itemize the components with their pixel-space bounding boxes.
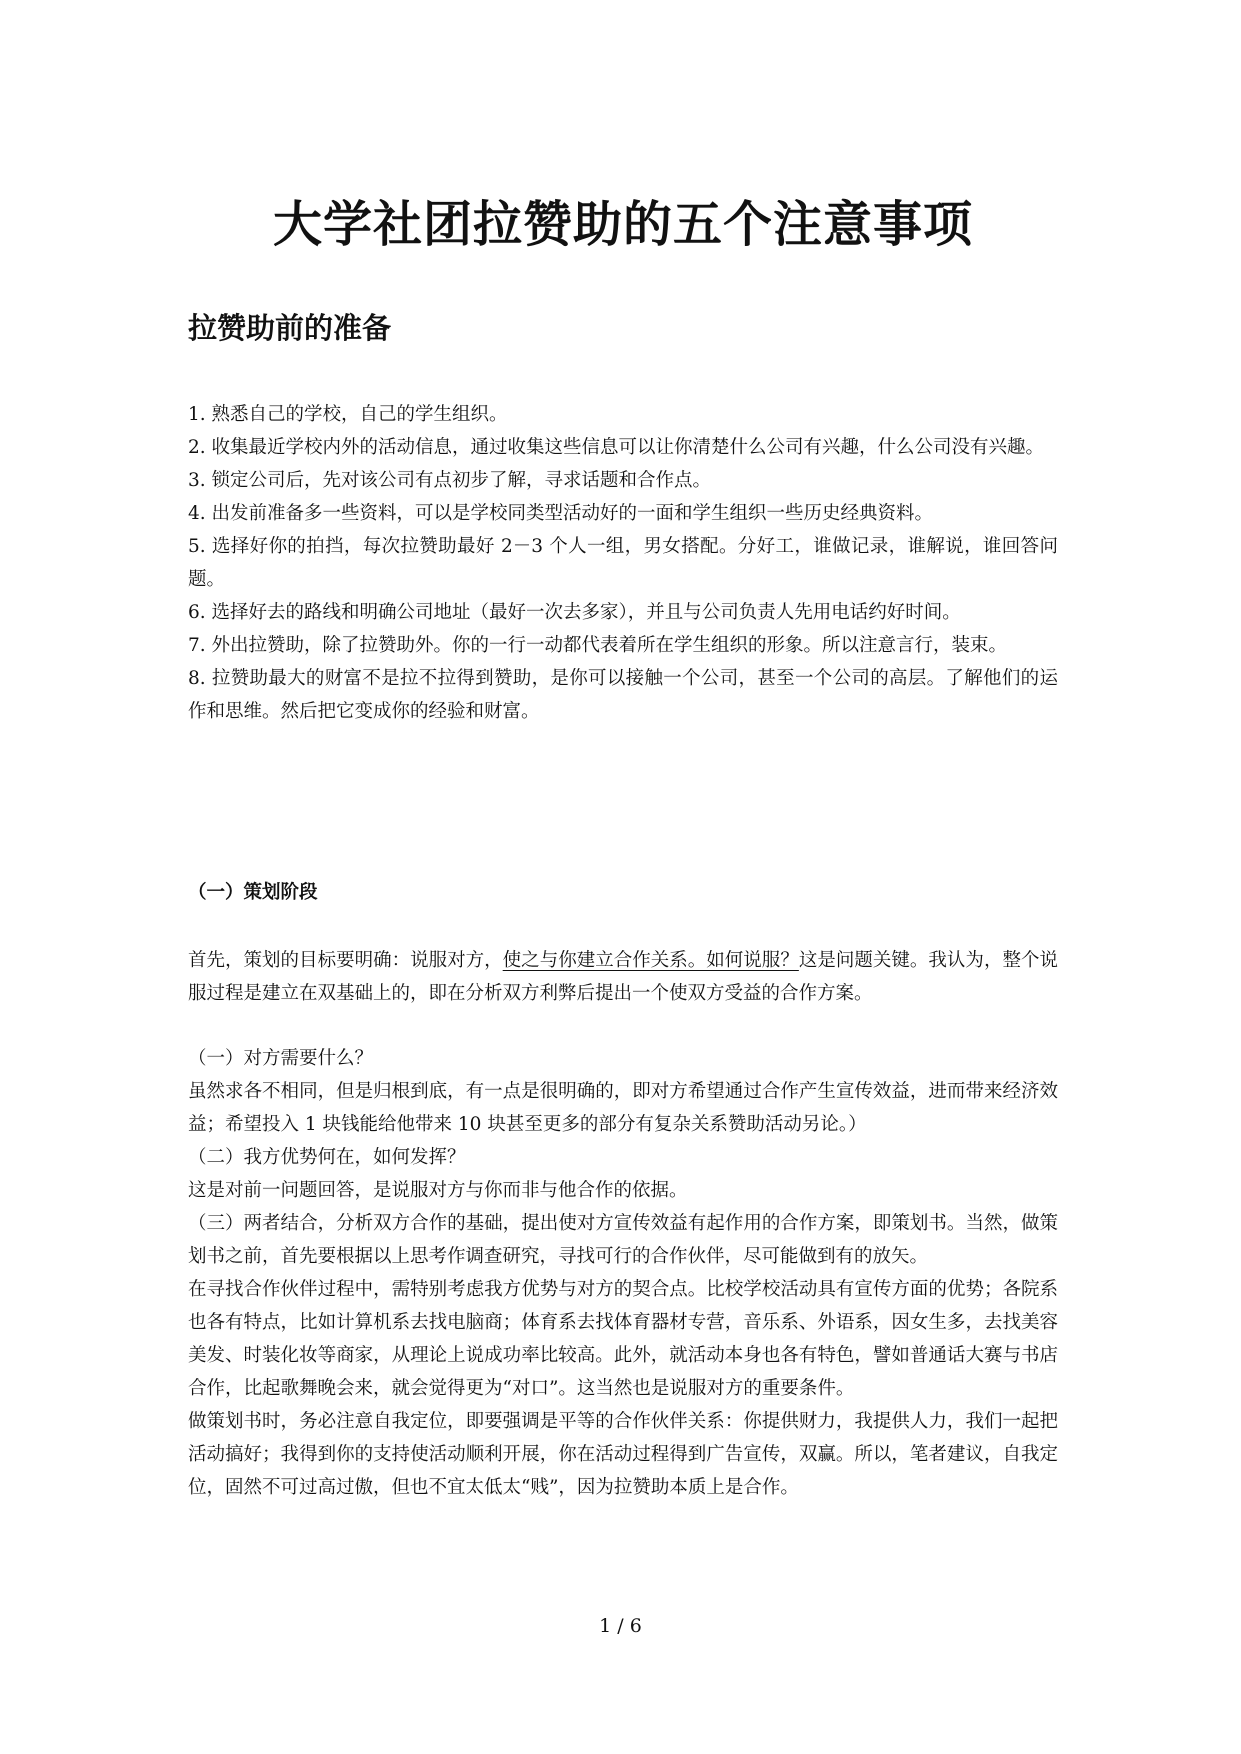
underlined-text: 使之与你建立合作关系。如何说服？: [502, 950, 799, 971]
section-heading-planning: （一）策划阶段: [188, 882, 318, 903]
partner-paragraph: 在寻找合作伙伴过程中，需特别考虑我方优势与对方的契合点。比校学校活动具有宣传方面的优势；各院系也各有特点，比如计算机系去找电脑商；体育系去找体育器材专营，音乐系、外语系，因女生多，去找美容美发、时装化妆等商家，从理论上说成功率比较高。此外，就活动本身也各有特色，譬如普通话大赛与书店合作，比起歌舞晚会来，就会觉得更为“对口”。这当然也是说服对方的重要条件。: [188, 1279, 1058, 1399]
list-item: 6. 选择好去的路线和明确公司地址（最好一次去多家），并且与公司负责人先用电话约好时间。: [188, 602, 961, 623]
list-item: 8. 拉赞助最大的财富不是拉不拉得到赞助，是你可以接触一个公司，甚至一个公司的高层。了解他们的运作和思维。然后把它变成你的经验和财富。: [188, 668, 1058, 722]
list-item: 4. 出发前准备多一些资料，可以是学校同类型活动好的一面和学生组织一些历史经典资料。: [188, 503, 934, 524]
spacer: [188, 1010, 1058, 1042]
section-heading-preparation: 拉赞助前的准备: [188, 311, 392, 345]
planning-section-body: [188, 944, 1058, 1504]
plan-paragraph: 做策划书时，务必注意自我定位，即要强调是平等的合作伙伴关系：你提供财力，我提供人力，我们一起把活动搞好；我得到你的支持使活动顺利开展，你在活动过程得到广告宣传，双赢。所以，笔者建议，自我定位，固然不可过高过傲，但也不宜太低太“贱”，因为拉赞助本质上是合作。: [188, 1411, 1058, 1498]
question-one: （一）对方需要什么？: [188, 1048, 374, 1069]
list-item: 7. 外出拉赞助，除了拉赞助外。你的一行一动都代表着所在学生组织的形象。所以注意言行，装束。: [188, 635, 1008, 656]
question-three: （三）两者结合，分析双方合作的基础，提出使对方宣传效益有起作用的合作方案，即策划书。当然，做策划书之前，首先要根据以上思考作调查研究，寻找可行的合作伙伴，尽可能做到有的放矢。: [188, 1213, 1058, 1267]
page-number: 1 / 6: [599, 1615, 642, 1637]
list-item: 5. 选择好你的拍挡，每次拉赞助最好 2－3 个人一组，男女搭配。分好工，谁做记录，谁解说，谁回答问题。: [188, 536, 1058, 590]
list-item: 2. 收集最近学校内外的活动信息，通过收集这些信息可以让你清楚什么公司有兴趣，什么公司没有兴趣。: [188, 437, 1045, 458]
question-one-answer: 虽然求各不相同，但是归根到底，有一点是很明确的，即对方希望通过合作产生宣传效益，进而带来经济效益；希望投入 1 块钱能给他带来 10 块甚至更多的部分有复杂关系赞助活动另论。）: [188, 1081, 1058, 1135]
question-two-answer: 这是对前一问题回答，是说服对方与你而非与他合作的依据。: [188, 1180, 688, 1201]
intro-paragraph: [188, 944, 1058, 1010]
intro-text-rest: 这是问题关键。我认为，整个说服过程是建立在双基础上的，即在分析双方利弊后提出一个使双方受益的合作方案。: [188, 950, 1058, 1004]
document-title: 大学社团拉赞助的五个注意事项: [272, 196, 973, 253]
intro-text: 首先，策划的目标要明确：说服对方，: [188, 950, 503, 971]
question-two: （二）我方优势何在，如何发挥？: [188, 1147, 466, 1168]
preparation-list: [188, 398, 1058, 728]
list-item: 3. 锁定公司后，先对该公司有点初步了解，寻求话题和合作点。: [188, 470, 712, 491]
list-item: 1. 熟悉自己的学校，自己的学生组织。: [188, 404, 508, 425]
